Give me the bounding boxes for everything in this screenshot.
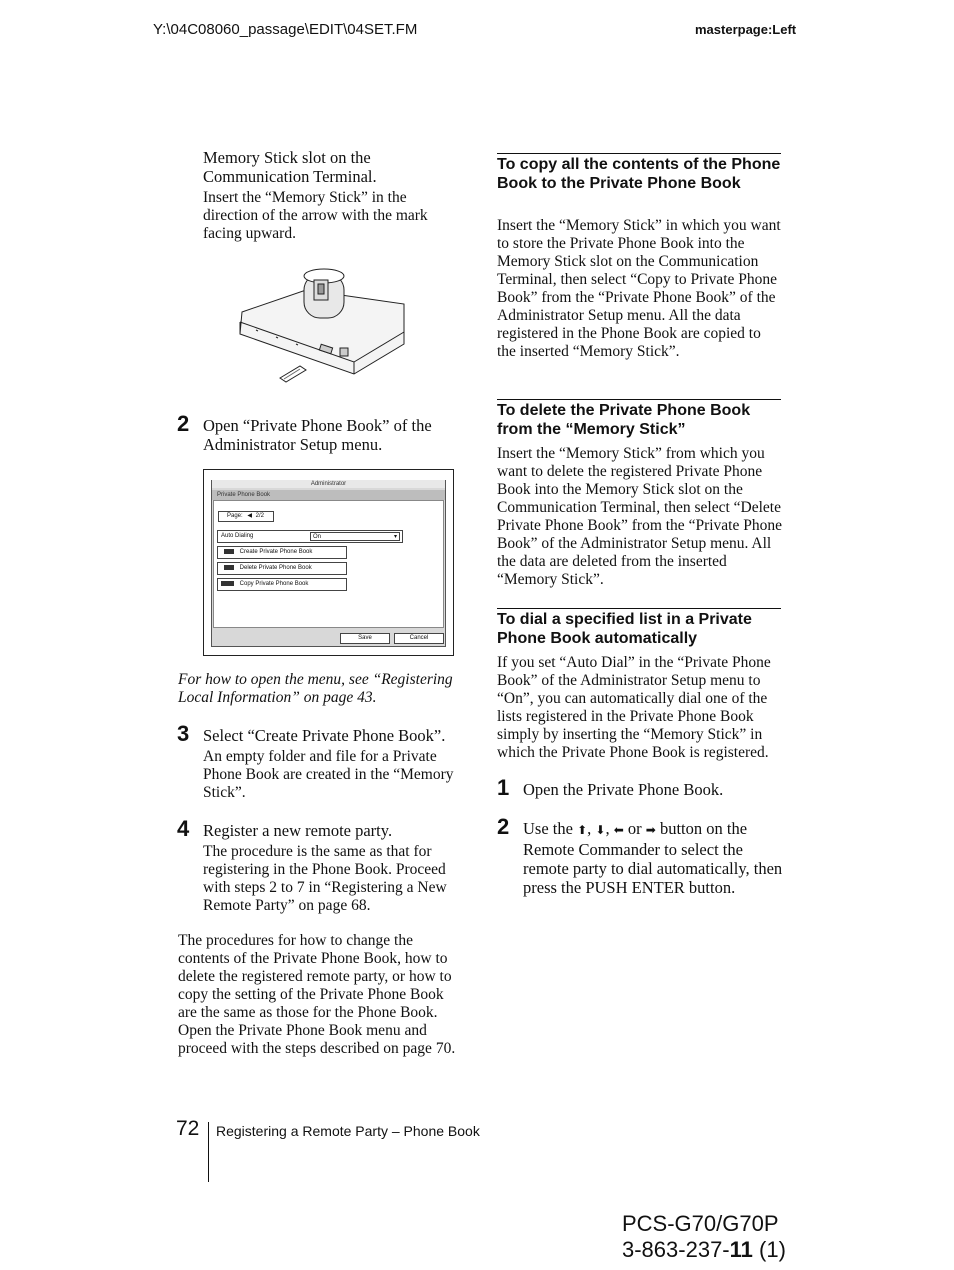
section-title: Private Phone Book: [212, 490, 445, 500]
auto-dialing-label: Auto Dialing: [221, 533, 254, 539]
right-step-2-number: 2: [497, 814, 510, 839]
save-button[interactable]: Save: [340, 633, 390, 644]
arrow-left-icon: ⬅: [613, 823, 624, 837]
file-path: Y:\04C08060_passage\EDIT\04SET.FM: [153, 21, 418, 38]
auto-dialing-value: On: [313, 534, 322, 540]
step-3-number: 3: [177, 721, 190, 746]
arrow-up-icon: ⬆: [577, 823, 588, 837]
page-label: Page:: [227, 513, 243, 519]
heading-delete: To delete the Private Phone Book from the “Memory Stick”: [497, 402, 751, 438]
admin-screen: [203, 469, 454, 656]
code-suffix: (1): [752, 1237, 786, 1262]
step-2-number: 2: [177, 411, 190, 436]
page-value: 2/2: [255, 513, 264, 519]
step-4-number: 4: [177, 816, 190, 841]
step2-post-text: button on the Remote Commander to select the remote party to dial automatically, then press the PUSH ENTER button.: [523, 819, 783, 897]
section-rule: [497, 608, 781, 609]
model-number: PCS-G70/G70P: [622, 1211, 779, 1236]
step-2-lead: Open “Private Phone Book” of the Administrator Setup menu.: [203, 416, 432, 454]
closing-paragraph: The procedures for how to change the contents of the Private Phone Book, how to delete the registered remote party, or how to copy the setting of the Private Phone Book are the same as those for the Phone Book. Open the Private Phone Book menu and proceed with the steps described on page 70.: [178, 932, 456, 1057]
auto-dialing-row[interactable]: [217, 530, 403, 543]
panel: [213, 500, 444, 628]
model-info: [622, 1211, 786, 1263]
paragraph-auto-dial: If you set “Auto Dial” in the “Private Phone Book” of the Administrator Setup menu to “On”, you can automatically dial one of the lists registered in the Private Phone Book simply by inserting the “Memory Stick” in which the Private Phone Book is registered.: [497, 654, 771, 761]
copy-arrow-icon: [221, 581, 234, 586]
intro-lead: Memory Stick slot on the Communication Terminal.: [203, 148, 377, 186]
section-rule: [497, 399, 781, 400]
arrow-right-icon: ➡: [645, 823, 656, 837]
right-step-2-lead: Use the ⬆, ⬇, ⬅ or ➡ button on the Remote Commander to select the remote party to dial automatically, then press the PUSH ENTER button.: [523, 819, 783, 897]
create-private-phone-book-button[interactable]: [217, 546, 347, 559]
memory-stick-icon: [224, 565, 234, 570]
delete-label: Delete Private Phone Book: [239, 565, 312, 571]
admin-window: [211, 480, 446, 647]
masterpage-label: masterpage:Left: [695, 22, 797, 37]
footer-divider: [208, 1122, 209, 1182]
admin-title: Administrator: [212, 480, 445, 488]
paragraph-delete: Insert the “Memory Stick” from which you want to delete the registered Private Phone Book into the Memory Stick slot on the Communication Terminal, then select “Delete Private Phone Book” from the “Private Phone Book” of the Administrator Setup menu. All the data are deleted from the inserted “Memory Stick”.: [497, 445, 782, 588]
step-3-body: An empty folder and file for a Private Phone Book are created in the “Memory Stick”.: [203, 748, 454, 801]
note-text: For how to open the menu, see “Registering Local Information” on page 43.: [178, 671, 453, 706]
cancel-button[interactable]: Cancel: [394, 633, 444, 644]
code-bold: 11: [729, 1237, 753, 1262]
right-step-1-number: 1: [497, 775, 510, 800]
intro-body: Insert the “Memory Stick” in the direction of the arrow with the mark facing upward.: [203, 189, 428, 242]
page-number: 72: [176, 1117, 200, 1140]
step-4-body: The procedure is the same as that for registering in the Phone Book. Proceed with steps 2 to 7 in “Registering a New Remote Party” on page 68.: [203, 843, 447, 914]
terminal-illustration: [236, 262, 408, 390]
step-4-lead: Register a new remote party.: [203, 821, 393, 840]
auto-dialing-select[interactable]: [310, 532, 400, 541]
heading-copy: To copy all the contents of the Phone Book to the Private Phone Book: [497, 156, 781, 192]
right-step-1-lead: Open the Private Phone Book.: [523, 780, 724, 799]
copy-private-phone-book-button[interactable]: [217, 578, 347, 591]
dropdown-arrow-icon: ▾: [393, 534, 397, 540]
heading-auto-dial: To dial a specified list in a Private Phone Book automatically: [497, 611, 752, 647]
step2-or-text: or: [627, 819, 642, 838]
memory-stick-icon: [224, 549, 234, 554]
paragraph-copy: Insert the “Memory Stick” in which you want to store the Private Phone Book into the Memory Stick slot on the Communication Terminal, then select “Copy to Private Phone Book” from the “Private Phone Book” of the Administrator Setup menu. All the data registered in the Phone Book are copied to the inserted “Memory Stick”.: [497, 217, 781, 360]
page-indicator[interactable]: [218, 511, 274, 522]
copy-label: Copy Private Phone Book: [239, 581, 309, 587]
code-prefix: 3-863-237-: [622, 1237, 730, 1262]
footer-section: Registering a Remote Party – Phone Book: [216, 1123, 480, 1139]
create-label: Create Private Phone Book: [239, 549, 313, 555]
arrow-down-icon: ⬇: [595, 823, 606, 837]
step-3-lead: Select “Create Private Phone Book”.: [203, 726, 446, 745]
section-rule: [497, 153, 781, 154]
delete-private-phone-book-button[interactable]: [217, 562, 347, 575]
document-code: [622, 1237, 786, 1263]
step2-pre-text: Use the: [523, 819, 573, 838]
left-arrow-icon: ◀: [247, 513, 252, 519]
